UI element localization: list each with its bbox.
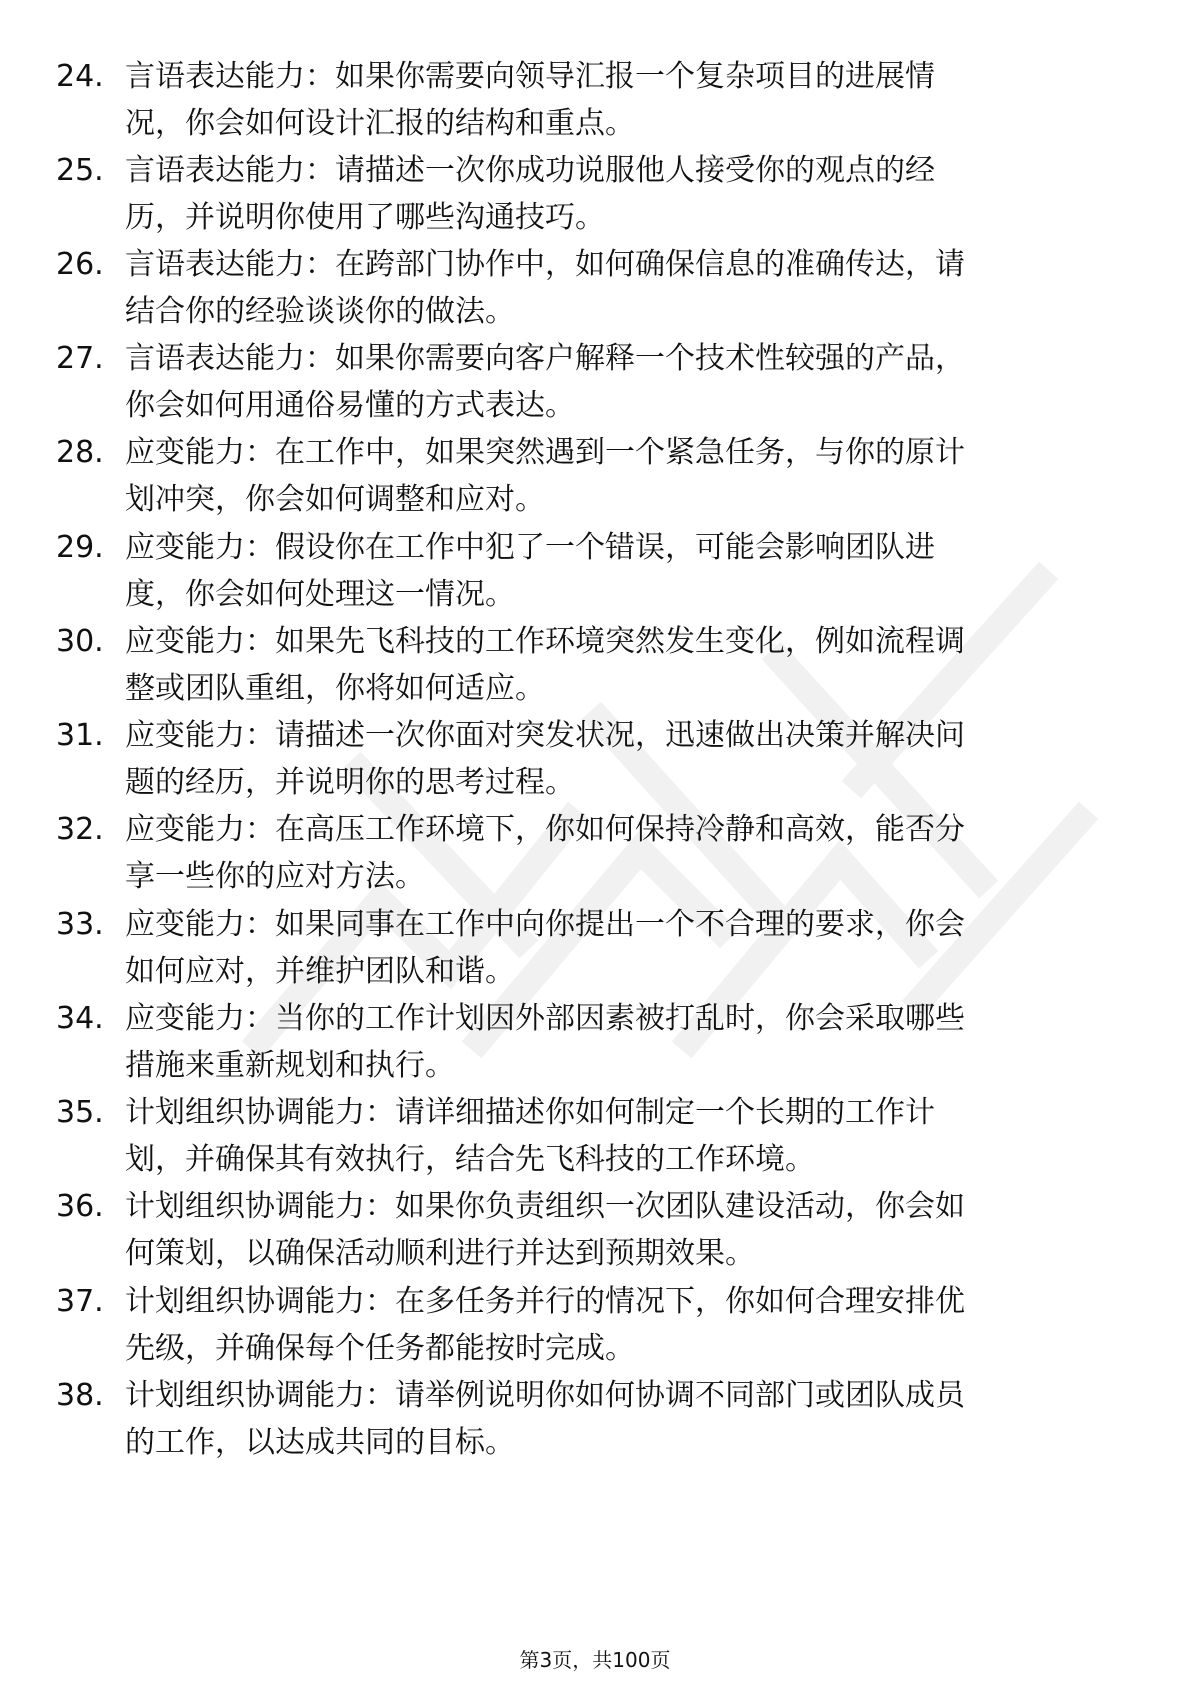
question-number: 35.: [56, 1095, 104, 1130]
question-text-line-1: 计划组织协调能力：请举例说明你如何协调不同部门或团队成员: [125, 1378, 965, 1413]
question-text-line-2: 先级，并确保每个任务都能按时完成。: [125, 1331, 635, 1366]
question-item-32: [0, 805, 1190, 915]
question-text-line-1: 应变能力：当你的工作计划因外部因素被打乱时，你会采取哪些: [125, 1001, 965, 1036]
question-text-line-1: 应变能力：如果同事在工作中向你提出一个不合理的要求，你会: [125, 907, 965, 942]
question-number: 33.: [56, 907, 104, 942]
page-number-footer: 第3页，共100页: [519, 1648, 671, 1672]
question-number: 38.: [56, 1378, 104, 1413]
question-text-line-1: 应变能力：在高压工作环境下，你如何保持冷静和高效，能否分: [125, 812, 965, 847]
question-text-line-1: 计划组织协调能力：如果你负责组织一次团队建设活动，你会如: [125, 1189, 965, 1224]
question-number: 34.: [56, 1001, 104, 1036]
question-number: 32.: [56, 812, 104, 847]
question-text-line-1: 言语表达能力：在跨部门协作中，如何确保信息的准确传达，请: [125, 247, 965, 282]
question-text-line-1: 应变能力：在工作中，如果突然遇到一个紧急任务，与你的原计: [125, 435, 965, 470]
question-text-line-1: 应变能力：假设你在工作中犯了一个错误，可能会影响团队进: [125, 530, 935, 565]
question-item-36: [0, 1182, 1190, 1292]
question-number: 31.: [56, 718, 104, 753]
question-text-line-1: 言语表达能力：如果你需要向领导汇报一个复杂项目的进展情: [125, 59, 935, 94]
question-text-line-2: 你会如何用通俗易懂的方式表达。: [125, 388, 575, 423]
question-text-line-1: 计划组织协调能力：请详细描述你如何制定一个长期的工作计: [125, 1095, 935, 1130]
question-number: 25.: [56, 153, 104, 188]
question-text-line-2: 题的经历，并说明你的思考过程。: [125, 765, 575, 800]
question-item-38: [0, 1371, 1190, 1481]
question-number: 24.: [56, 59, 104, 94]
question-text-line-2: 措施来重新规划和执行。: [125, 1048, 455, 1083]
question-text-line-2: 如何应对，并维护团队和谐。: [125, 954, 515, 989]
question-text-line-1: 言语表达能力：如果你需要向客户解释一个技术性较强的产品，: [125, 341, 965, 376]
question-text-line-2: 享一些你的应对方法。: [125, 859, 425, 894]
question-text-line-2: 况，你会如何设计汇报的结构和重点。: [125, 106, 635, 141]
question-number: 36.: [56, 1189, 104, 1224]
question-text-line-1: 应变能力：请描述一次你面对突发状况，迅速做出决策并解决问: [125, 718, 965, 753]
question-text-line-2: 何策划，以确保活动顺利进行并达到预期效果。: [125, 1236, 755, 1271]
question-number: 28.: [56, 435, 104, 470]
question-text-line-1: 应变能力：如果先飞科技的工作环境突然发生变化，例如流程调: [125, 624, 965, 659]
question-text-line-1: 言语表达能力：请描述一次你成功说服他人接受你的观点的经: [125, 153, 935, 188]
question-text-line-2: 的工作，以达成共同的目标。: [125, 1425, 515, 1460]
question-text-line-2: 结合你的经验谈谈你的做法。: [125, 294, 515, 329]
question-number: 27.: [56, 341, 104, 376]
question-text-line-2: 度，你会如何处理这一情况。: [125, 577, 515, 612]
question-number: 37.: [56, 1284, 104, 1319]
question-text-line-2: 历，并说明你使用了哪些沟通技巧。: [125, 200, 605, 235]
question-item-28: [0, 428, 1190, 538]
question-text-line-1: 计划组织协调能力：在多任务并行的情况下，你如何合理安排优: [125, 1284, 965, 1319]
question-number: 26.: [56, 247, 104, 282]
question-number: 30.: [56, 624, 104, 659]
question-text-line-2: 划冲突，你会如何调整和应对。: [125, 482, 545, 517]
question-text-line-2: 划，并确保其有效执行，结合先飞科技的工作环境。: [125, 1142, 815, 1177]
question-number: 29.: [56, 530, 104, 565]
question-text-line-2: 整或团队重组，你将如何适应。: [125, 671, 545, 706]
